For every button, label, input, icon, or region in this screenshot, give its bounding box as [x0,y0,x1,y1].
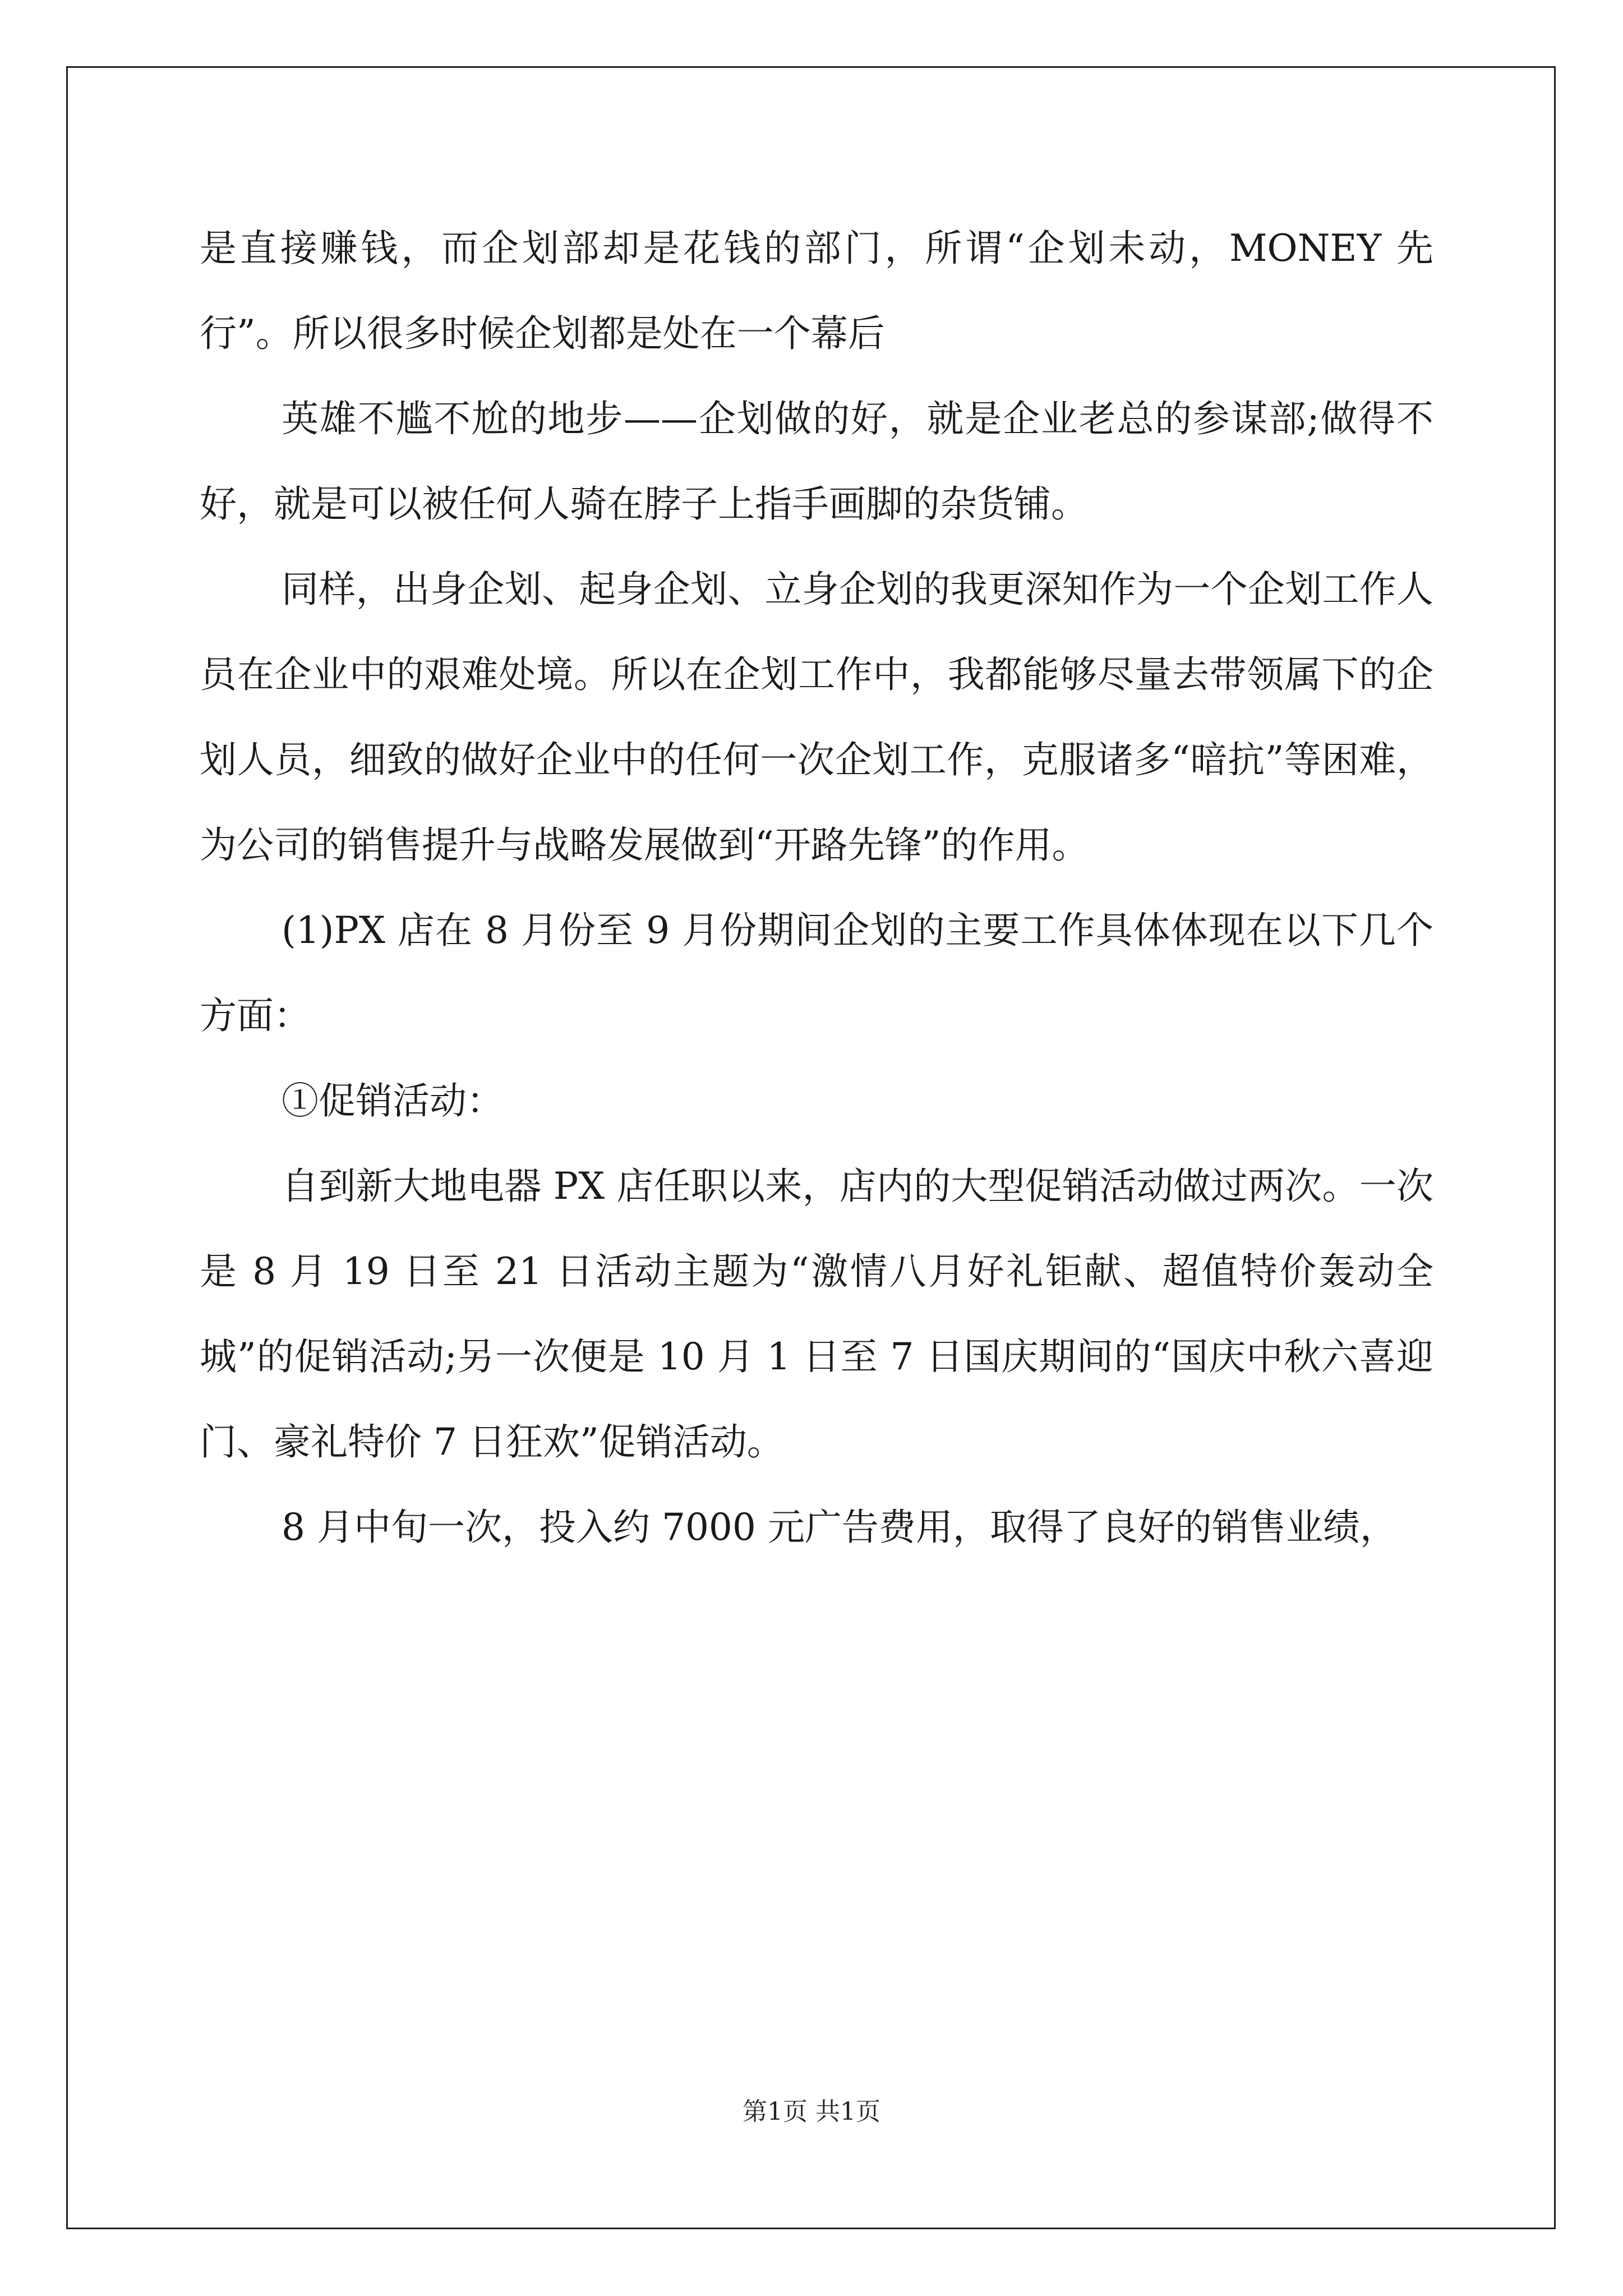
page-number-footer: 第1页 共1页 [743,2097,880,2126]
paragraph-3: 同样，出身企划、起身企划、立身企划的我更深知作为一个企划工作人员在企业中的艰难处境。所以在企划工作中，我都能够尽量去带领属下的企划人员，细致的做好企业中的任何一次企划工作，克服诸多“暗抗”等困难，为公司的销售提升与战略发展做到“开路先锋”的作用。 [200,568,1433,867]
paragraph-6: 自到新大地电器 PX 店任职以来，店内的大型促销活动做过两次。一次是 8 月 19 日至 21 日活动主题为“激情八月好礼钜献、超值特价轰动全城”的促销活动;另一次便是 10 月 1 日至 7 日国庆期间的“国庆中秋六喜迎门、豪礼特价 7 日狂欢”促销活动。 [200,1165,1433,1464]
paragraph-4: (1)PX 店在 8 月份至 9 月份期间企划的主要工作具体体现在以下几个方面： [200,909,1433,1037]
document-body [200,206,1433,1570]
paragraph-7: 8 月中旬一次，投入约 7000 元广告费用，取得了良好的销售业绩， [282,1506,1397,1549]
paragraph-1: 是直接赚钱，而企划部却是花钱的部门，所谓“企划未动，MONEY 先行”。所以很多时候企划都是处在一个幕后 [200,227,1433,355]
paragraph-5: ①促销活动： [282,1079,504,1122]
paragraph-2: 英雄不尴不尬的地步——企划做的好，就是企业老总的参谋部;做得不好，就是可以被任何人骑在脖子上指手画脚的杂货铺。 [200,397,1433,526]
